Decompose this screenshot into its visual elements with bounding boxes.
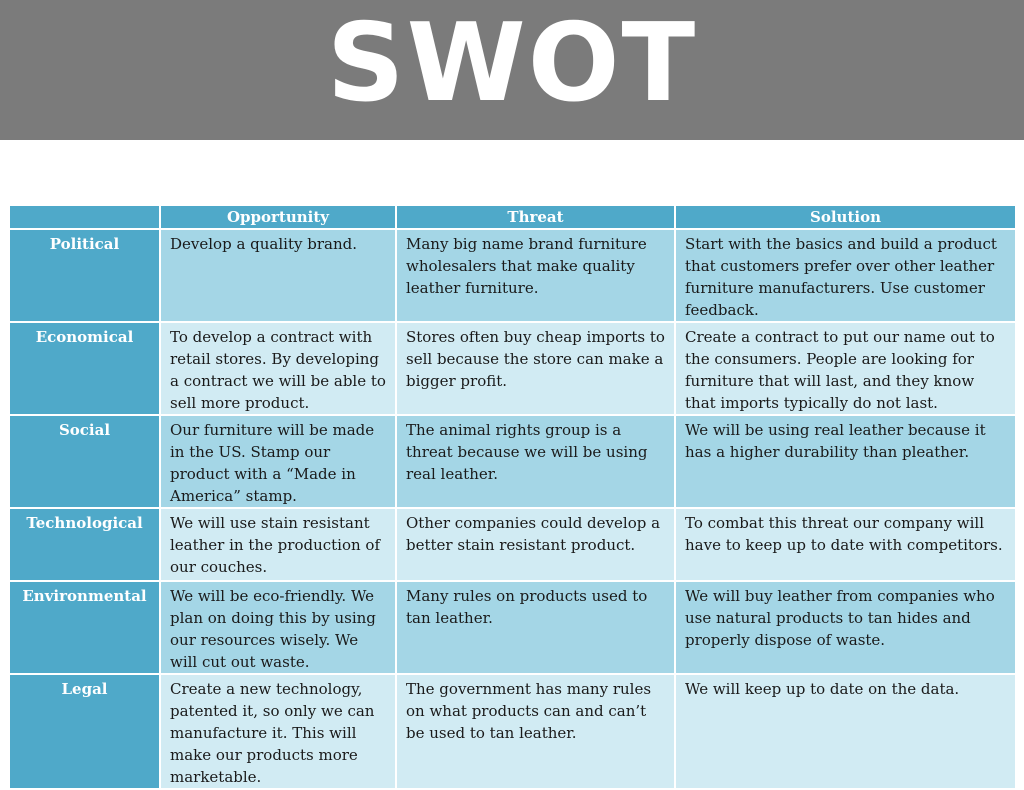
opportunity-cell: To develop a contract with retail stores. By developing a contract we will be able to sell more product. (160, 322, 396, 415)
row-label: Social (9, 415, 160, 508)
solution-cell: Start with the basics and build a product that customers prefer over other leather furniture manufacturers. Use customer feedback. (675, 229, 1016, 322)
table-header (9, 205, 1016, 229)
row-label: Economical (9, 322, 160, 415)
table-row (9, 508, 1016, 581)
threat-cell: The animal rights group is a threat because we will be using real leather. (396, 415, 675, 508)
opportunity-cell: Develop a quality brand. (160, 229, 396, 322)
opportunity-cell: Our furniture will be made in the US. Stamp our product with a “Made in America” stamp. (160, 415, 396, 508)
opportunity-cell: We will use stain resistant leather in the production of our couches. (160, 508, 396, 581)
threat-cell: Many rules on products used to tan leather. (396, 581, 675, 674)
row-label: Environmental (9, 581, 160, 674)
header-threat: Threat (396, 205, 675, 229)
header-opportunity: Opportunity (160, 205, 396, 229)
table-body (9, 229, 1016, 789)
table-row (9, 674, 1016, 789)
solution-cell: We will keep up to date on the data. (675, 674, 1016, 789)
threat-cell: Stores often buy cheap imports to sell because the store can make a bigger profit. (396, 322, 675, 415)
solution-cell: We will buy leather from companies who use natural products to tan hides and properly dispose of waste. (675, 581, 1016, 674)
header-solution: Solution (675, 205, 1016, 229)
threat-cell: Other companies could develop a better stain resistant product. (396, 508, 675, 581)
solution-cell: To combat this threat our company will have to keep up to date with competitors. (675, 508, 1016, 581)
table-row (9, 415, 1016, 508)
swot-table (8, 204, 1017, 790)
header-corner (9, 205, 160, 229)
opportunity-cell: Create a new technology, patented it, so only we can manufacture it. This will make our products more marketable. (160, 674, 396, 789)
header-row (9, 205, 1016, 229)
row-label: Technological (9, 508, 160, 581)
title-banner (0, 0, 1024, 140)
row-label: Political (9, 229, 160, 322)
threat-cell: Many big name brand furniture wholesalers that make quality leather furniture. (396, 229, 675, 322)
page-title: SWOT (326, 1, 698, 126)
table-row (9, 229, 1016, 322)
table-row (9, 581, 1016, 674)
solution-cell: Create a contract to put our name out to the consumers. People are looking for furniture that will last, and they know that imports typically do not last. (675, 322, 1016, 415)
solution-cell: We will be using real leather because it has a higher durability than pleather. (675, 415, 1016, 508)
table-row (9, 322, 1016, 415)
row-label: Legal (9, 674, 160, 789)
opportunity-cell: We will be eco-friendly. We plan on doing this by using our resources wisely. We will cut out waste. (160, 581, 396, 674)
threat-cell: The government has many rules on what products can and can’t be used to tan leather. (396, 674, 675, 789)
